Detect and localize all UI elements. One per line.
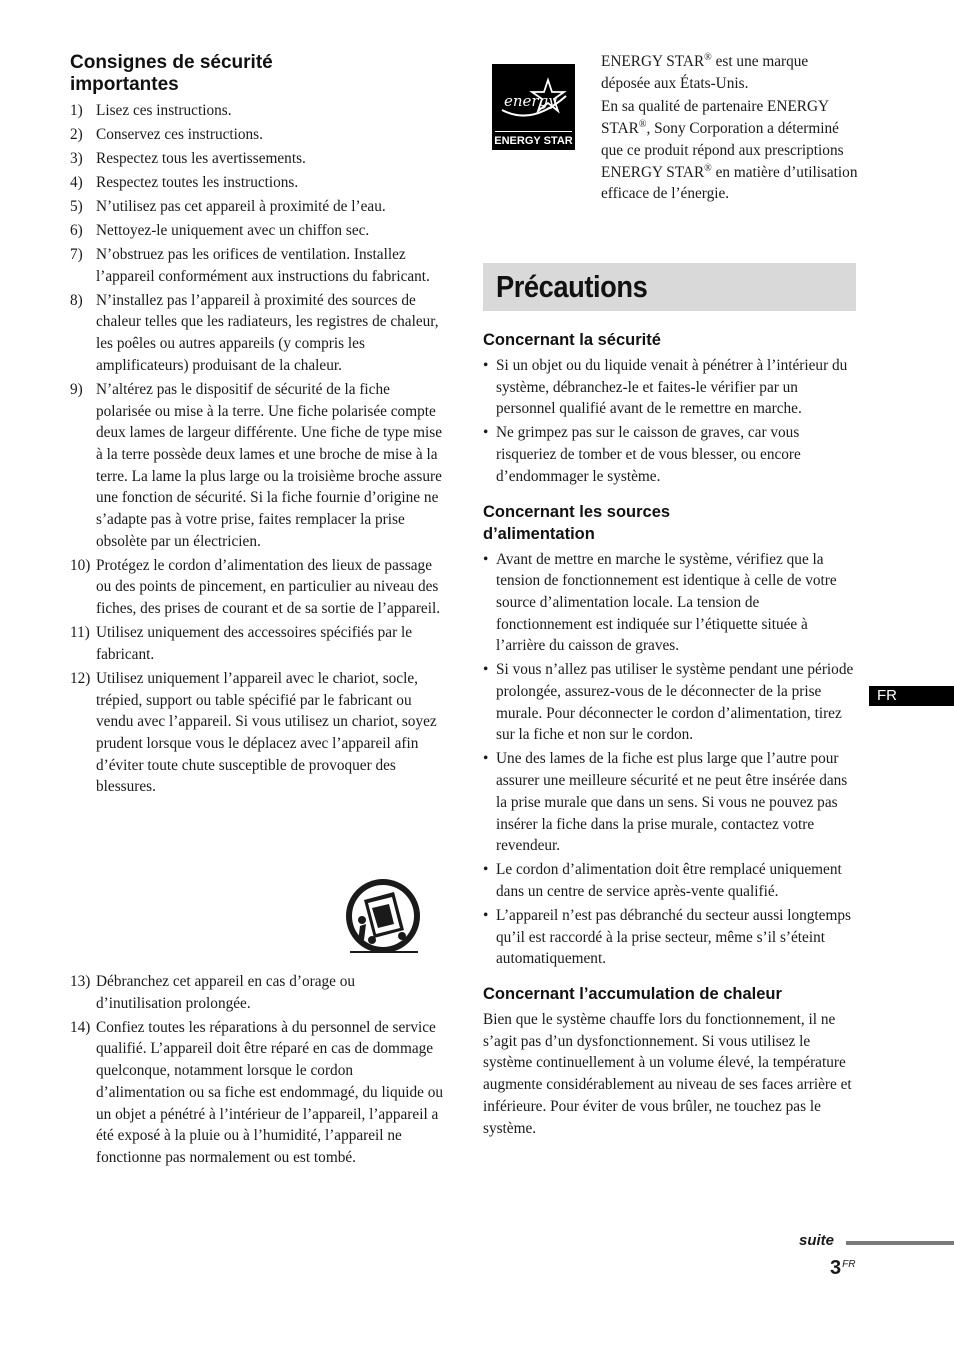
energy-star-logo-icon — [492, 64, 575, 150]
bullet-item — [483, 859, 857, 902]
list-item-number: 12) — [70, 669, 91, 687]
bullet-text: Le cordon d’alimentation doit être remplacé uniquement dans un centre de service après-vente qualifié. — [496, 861, 842, 900]
list-item-text: Conservez ces instructions. — [96, 126, 263, 143]
list-item-number: 9) — [70, 380, 83, 398]
list-item — [70, 148, 444, 170]
language-tab: FR — [869, 686, 954, 706]
bullet-icon: • — [483, 661, 489, 679]
list-item-number: 2) — [70, 126, 83, 143]
safety-subheading: Concernant la sécurité — [483, 331, 661, 349]
safety-instructions-column — [70, 52, 444, 800]
safety-list-a — [70, 100, 444, 798]
continued-bar — [846, 1241, 954, 1245]
list-item — [70, 196, 444, 218]
bullet-icon: • — [483, 861, 489, 879]
list-item-text: N’utilisez pas cet appareil à proximité de l’eau. — [96, 198, 386, 215]
energy-star-paragraph-1: ENERGY STAR® est une marque déposée aux États-Unis. — [601, 51, 809, 92]
power-subheading: Concernant les sources d’alimentation — [483, 502, 671, 543]
list-item-number: 1) — [70, 102, 83, 119]
list-item-number: 6) — [70, 222, 83, 239]
list-item-text: Protégez le cordon d’alimentation des lieux de passage ou des points de pincement, en particulier au niveau des fiches, des prises de courant et de sa sortie de l’appareil. — [96, 556, 441, 618]
safety-title: Consignes de sécurité importantes — [70, 52, 273, 95]
list-item — [70, 1017, 444, 1169]
list-item — [70, 172, 444, 194]
bullet-text: L’appareil n’est pas débranché du secteur aussi longtemps qu’il est raccordé à la prise secteur, même s’il s’éteint automatiquement. — [496, 906, 851, 968]
list-item-text: N’altérez pas le dispositif de sécurité de la fiche polarisée ou mise à la terre. Une fiche polarisée compte deux lames de largeur différente. Une fiche de type mise à la terre possède deux lames et une broche de mise à la terre. La lame la plus large ou la troisième broche assure une fonction de sécurité. Si la fiche fournie d’origine ne s’adapte pas à votre prise, faites remplacer la prise obsolète par un électricien. — [96, 380, 443, 550]
bullet-icon: • — [483, 906, 489, 924]
energy-star-logo-text: ENERGY STAR — [494, 135, 573, 147]
list-item-text: Débranchez cet appareil en cas d’orage ou d’inutilisation prolongée. — [96, 973, 356, 1012]
bullet-icon: • — [483, 357, 489, 374]
energy-star-paragraph-2: En sa qualité de partenaire ENERGY STAR®, Sony Corporation a déterminé que ce produit répond aux prescriptions ENERGY STAR® en matière d’utilisation efficace de l’énergie. — [601, 98, 858, 203]
bullet-icon: • — [483, 750, 489, 768]
safety-list-b-wrap — [70, 971, 444, 1171]
list-item-number: 14) — [70, 1018, 91, 1036]
safety-list-b — [70, 971, 444, 1169]
list-item — [70, 971, 444, 1014]
list-item — [70, 100, 444, 122]
list-item-text: Nettoyez-le uniquement avec un chiffon sec. — [96, 222, 370, 239]
list-item-text: Respectez toutes les instructions. — [96, 174, 299, 191]
list-item — [70, 379, 444, 553]
list-item-number: 11) — [70, 624, 90, 642]
list-item — [70, 220, 444, 242]
bullet-item — [483, 355, 857, 420]
bullet-icon: • — [483, 424, 489, 442]
list-item — [70, 668, 444, 798]
list-item-text: Respectez tous les avertissements. — [96, 150, 306, 167]
list-item — [70, 124, 444, 146]
list-item — [70, 622, 444, 665]
cart-tip-over-warning-icon — [342, 878, 424, 958]
bullet-item — [483, 748, 857, 857]
energy-star-text — [601, 51, 861, 205]
list-item-number: 4) — [70, 174, 83, 191]
bullet-text: Si vous n’allez pas utiliser le système pendant une période prolongée, assurez-vous de le déconnecter de la prise murale. Pour déconnecter le cordon d’alimentation, tirez sur la fiche et non sur le cordon. — [496, 661, 854, 744]
list-item — [70, 290, 444, 377]
list-item-text: Confiez toutes les réparations à du personnel de service qualifié. L’appareil doit être réparé en cas de dommage quelconque, notamment lorsque le cordon d’alimentation ou sa fiche est endommagé, du liquide ou un objet a pénétré à l’intérieur de l’appareil, l’appareil a été exposé à la pluie ou à l’humidité, l’appareil ne fonctionne pas normalement ou est tombé. — [96, 1018, 444, 1166]
heat-paragraph: Bien que le système chauffe lors du fonctionnement, il ne s’agit pas d’un dysfonctionnement. Si vous utilisez le système continuellement à un volume élevé, la température augmente considérablement au niveau de ses faces arrière et inférieure. Pour éviter de vous brûler, ne touchez pas le système. — [483, 1011, 852, 1137]
precautions-column — [483, 329, 857, 1139]
list-item-text: N’installez pas l’appareil à proximité des sources de chaleur telles que les radiateurs, les registres de chaleur, les poêles ou autres appareils (y compris les amplificateurs) produisant de la chaleur. — [96, 291, 439, 374]
bullet-text: Une des lames de la fiche est plus large que l’autre pour assurer une meilleure sécurité et ne peut être insérée dans la prise murale que dans un sens. Si vous ne pouvez pas insérer la fiche dans la prise murale, contactez votre revendeur. — [496, 750, 848, 855]
list-item — [70, 244, 444, 287]
list-item-number: 5) — [70, 198, 83, 215]
bullet-text: Avant de mettre en marche le système, vérifiez que la tension de fonctionnement est identique à celle de votre source d’alimentation locale. La tension de fonctionnement est indiquée sur l’étiquette située à l’arrière du caisson de graves. — [496, 550, 837, 655]
heat-subheading: Concernant l’accumulation de chaleur — [483, 985, 782, 1004]
power-bullets — [483, 549, 857, 971]
continued-label: suite — [799, 1232, 835, 1249]
list-item-text: Lisez ces instructions. — [96, 102, 232, 119]
bullet-item — [483, 549, 857, 658]
safety-bullets — [483, 355, 857, 488]
precautions-banner — [483, 263, 856, 311]
bullet-text: Si un objet ou du liquide venait à pénétrer à l’intérieur du système, débranchez-le et faites-le vérifier par un personnel qualifié avant de le remettre en marche. — [496, 357, 848, 418]
list-item — [70, 555, 444, 620]
list-item-text: N’obstruez pas les orifices de ventilation. Installez l’appareil conformément aux instructions du fabricant. — [96, 246, 430, 285]
svg-text:energy: energy — [504, 92, 557, 110]
bullet-item — [483, 905, 857, 970]
page-number: $3^{FR}$ — [830, 1257, 856, 1279]
list-item-number: 3) — [70, 150, 83, 167]
bullet-text: Ne grimpez pas sur le caisson de graves, car vous risqueriez de tomber et de vous blesser, ou encore d’endommager le système. — [496, 424, 801, 485]
list-item-number: 13) — [70, 973, 91, 990]
list-item-text: Utilisez uniquement l’appareil avec le chariot, socle, trépied, support ou table spécifié par le fabricant ou vendu avec l’appareil. Si vous utilisez un chariot, soyez prudent lorsque vous le déplacez avec l’appareil afin d’éviter toute chute susceptible de provoquer des blessures. — [96, 669, 437, 796]
list-item-number: 10) — [70, 556, 91, 574]
bullet-item — [483, 422, 857, 487]
list-item-text: Utilisez uniquement des accessoires spécifiés par le fabricant. — [96, 624, 413, 663]
bullet-item — [483, 659, 857, 746]
bullet-icon: • — [483, 550, 489, 568]
list-item-number: 7) — [70, 246, 83, 263]
list-item-number: 8) — [70, 291, 83, 309]
precautions-title: Précautions — [496, 269, 648, 304]
